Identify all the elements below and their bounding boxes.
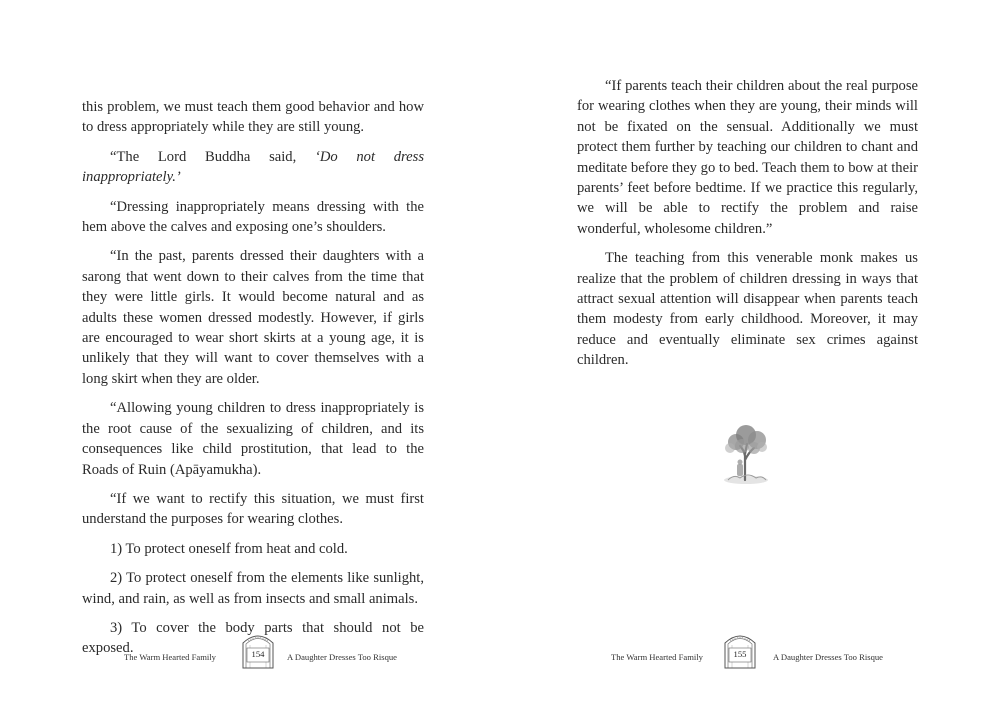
paragraph-buddha-quote — [82, 147, 424, 188]
paragraph: “Allowing young children to dress inappropriately is the root cause of the sexualizing of children, and its consequences like child prostitution, that lead to the Roads of Ruin (Apāyamukha). — [82, 400, 424, 478]
right-page — [500, 0, 1000, 707]
list-item: 2) To protect oneself from the elements like sunlight, wind, and rain, as well as from insects and small animals. — [82, 570, 424, 607]
page-number: 155 — [733, 649, 747, 659]
list-item: 3) To cover the body parts that should not be exposed. — [82, 619, 424, 657]
footer-book-title: The Warm Hearted Family — [124, 652, 216, 662]
left-page-footer — [0, 631, 500, 671]
footer-chapter-title: A Daughter Dresses Too Risque — [287, 652, 397, 662]
footer-book-title: The Warm Hearted Family — [611, 652, 703, 662]
footer-chapter-title: A Daughter Dresses Too Risque — [773, 652, 883, 662]
paragraph: “In the past, parents dressed their daughters with a sarong that went down to their calves from the time that they were little girls. It would become natural and as adults these women dressed modestly. However, if girls are encouraged to wear short skirts at a young age, it is unlikely that they will want to cover themselves with a long skirt when they are older. — [82, 248, 424, 387]
paragraph: The teaching from this venerable monk makes us realize that the problem of children dressing in ways that attract sexual attention will disappear when parents teach them modesty from early childhood. Moreover, it may reduce and eventually eliminate sex crimes against children. — [577, 250, 918, 369]
page-number: 154 — [251, 649, 265, 659]
right-page-footer — [500, 631, 1000, 671]
page-number-frame — [723, 631, 757, 669]
left-page-body — [82, 97, 424, 668]
list-item: 1) To protect oneself from heat and cold. — [110, 540, 348, 557]
right-page-body — [577, 76, 918, 380]
page-number-frame — [241, 631, 275, 669]
paragraph: “If we want to rectify this situation, we must first understand the purposes for wearing clothes. — [82, 490, 424, 528]
quote-intro: “The Lord Buddha said, — [110, 148, 315, 165]
buddha-quote: ‘Do not dress inappropriately.’ — [82, 148, 424, 186]
paragraph: “If parents teach their children about the real purpose for wearing clothes when they are young, their minds will not be fixated on the sensual. Additionally we must protect them further by teaching our children to chant and meditate before they go to bed. Teach them to bow at their parents’ feet before bedtime. If we practice this regularly, we will be able to rectify the problem and raise wonderful, wholesome children.” — [577, 78, 918, 237]
tree-illustration-icon — [714, 420, 778, 486]
paragraph: “Dressing inappropriately means dressing with the hem above the calves and exposing one’s shoulders. — [82, 198, 424, 236]
paragraph: this problem, we must teach them good behavior and how to dress appropriately while they are still young. — [82, 99, 424, 136]
